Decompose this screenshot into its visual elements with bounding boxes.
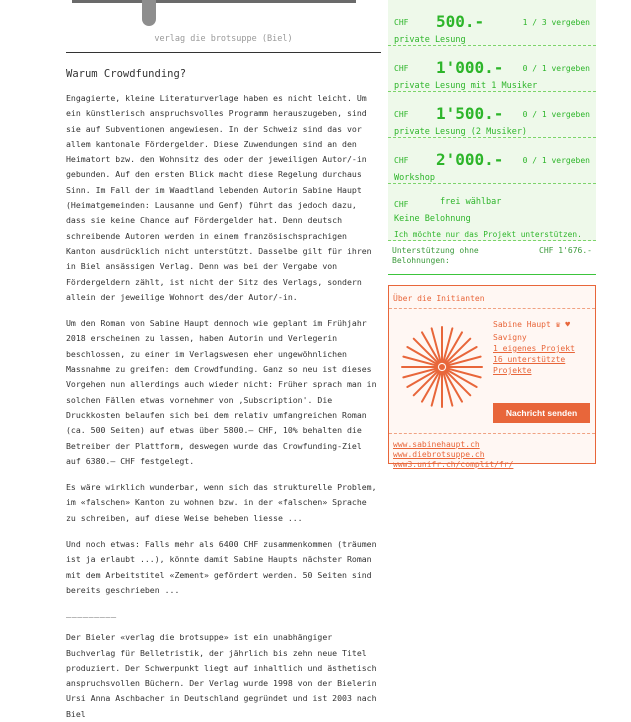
project-image: [66, 0, 381, 30]
initiators-box: [388, 285, 596, 469]
tier-currency: CHF: [394, 64, 409, 73]
article-column: [66, 0, 381, 722]
image-caption: verlag die brotsuppe (Biel): [154, 34, 293, 44]
divider: [389, 433, 595, 434]
article-paragraph: Engagierte, kleine Literaturverlage haben es nicht leicht. Um ein künstlerisch anspruchsvolles Programm herauszugeben, sind sie auf Subventionen angewiesen. In der Schweiz sind das vor allem kantonale Fördergelder. Diese Zuwendungen sind an den Heimatort bzw. den Wohnsitz des oder der jeweiligen Autor/-in gebunden. Auf den ersten Blick macht diese Regelung durchaus Sinn. Im Fall der im Waadtland lebenden Autorin Sabine Haupt (Heimatgemeinden: Lausanne und Genf) führt das jedoch dazu, dass sie keine Chance auf Fördergelder hat. Denn deutsch schreibende Autoren werden in einem französischsprachigen Kanton ausdrücklich nicht unterstützt. Dasselbe gilt für ihren in Biel ansässigen Verlag. Denn was bei der Vergabe von Fördergeldern zählt, ist nicht der Sitz des Verlags, sondern allein der jeweilige Wohnort des/der Autor/-in.: [66, 93, 372, 302]
tier-title: private Lesung: [394, 35, 466, 45]
sun-logo-icon: [399, 324, 485, 410]
tier-currency: CHF: [394, 156, 409, 165]
tier-title: private Lesung (2 Musiker): [394, 127, 528, 137]
own-projects-link[interactable]: 1 eigenes Projekt: [493, 344, 575, 353]
initiator-links: [393, 440, 513, 470]
tier-count: 0 / 1 vergeben: [522, 156, 590, 165]
tier-currency: CHF: [394, 18, 409, 27]
tier-currency: CHF: [394, 200, 409, 209]
tier-count: 1 / 3 vergeben: [522, 18, 590, 27]
article-paragraph: Der Bieler «verlag die brotsuppe» ist ein unabhängiger Buchverlag für Belletristik, der jährlich bis zehn neue Titel produziert. Der Schwerpunkt liegt auf inhaltlich und ästhetisch anspruchsvollen Büchern. Der Verlag wurde 1998 von der Bielerin Ursi Anna Aschbacher in Deutschland gegründet und ist 2003 nach Biel: [66, 632, 377, 719]
section-heading: Warum Crowdfunding?: [66, 68, 187, 80]
website-link[interactable]: www3.unifr.ch/complit/fr/: [393, 460, 514, 469]
tier-title: private Lesung mit 1 Musiker: [394, 81, 538, 91]
tier-title: Workshop: [394, 173, 435, 183]
image-detail: [142, 0, 156, 26]
reward-tier[interactable]: [388, 138, 596, 184]
reward-tier[interactable]: [388, 92, 596, 138]
tier-amount: 2'000.-: [436, 150, 504, 169]
sidebar: [388, 0, 596, 469]
article-paragraph: Es wäre wirklich wunderbar, wenn sich das strukturelle Problem, im «falschen» Kanton zu wohnen bzw. in der «falschen» Sprache zu schreiben, auf diese Weise beheben liesse ...: [66, 482, 377, 523]
tier-amount: 500.-: [436, 12, 485, 31]
support-summary: [388, 243, 596, 275]
website-link[interactable]: www.sabinehaupt.ch: [393, 440, 480, 449]
image-frame: [72, 0, 356, 3]
reward-tier[interactable]: [388, 46, 596, 92]
tier-description: Ich möchte nur das Projekt unterstützen.: [394, 230, 582, 239]
crown-icon: ♛: [555, 320, 561, 329]
tier-title: Keine Belohnung: [394, 214, 471, 224]
send-message-button[interactable]: Nachricht senden: [493, 403, 590, 423]
summary-value: CHF 1'676.-: [539, 246, 592, 255]
article-paragraph: Um den Roman von Sabine Haupt dennoch wie geplant im Frühjahr 2018 erscheinen zu lassen, haben Autorin und Verlegerin beschlossen, zu einer im Verlagswesen eher ungewöhnlichen Massnahme zu greifen: dem Crowdfunding. Ganz so neu ist dieses Vorgehen nun allerdings auch wieder nicht: Früher sprach man in solchen Fällen etwas vornehmer von ‚Subscription'. Die Druckkosten belaufen sich bei dem relativ umfangreichen Roman (ca. 500 Seiten) auf etwas über 5800.– CHF, 10% behalten die Betreiber der Plattform, deswegen wurde das Crowfunding-Ziel auf 6380.– CHF festgelegt.: [66, 318, 377, 466]
initiator-name[interactable]: Sabine Haupt: [493, 320, 551, 329]
supported-projects-link[interactable]: 16 unterstützte: [493, 355, 566, 364]
summary-label: Unterstützung ohne Belohnungen:: [392, 246, 479, 265]
article-paragraph: Und noch etwas: Falls mehr als 6400 CHF zusammenkommen (träumen ist ja erlaubt ...), könnte damit Sabine Haupts nächster Roman mit dem Arbeitstitel «Zement» gefördert werden. 50 Seiten sind bereits geschrieben ...: [66, 539, 377, 595]
divider: [66, 52, 381, 53]
reward-tier-free[interactable]: [388, 184, 596, 241]
website-link[interactable]: www.diebrotsuppe.ch: [393, 450, 485, 459]
initiators-heading: Über die Initianten: [389, 286, 595, 309]
tier-count: 0 / 1 vergeben: [522, 110, 590, 119]
initiator-name-row: [493, 320, 570, 329]
tier-currency: CHF: [394, 110, 409, 119]
tier-amount: 1'000.-: [436, 58, 504, 77]
supported-projects-link-2[interactable]: Projekte: [493, 366, 532, 375]
text-separator: _________: [66, 609, 117, 620]
tier-amount: 1'500.-: [436, 104, 504, 123]
tier-amount-free: frei wählbar: [440, 197, 502, 207]
tier-count: 0 / 1 vergeben: [522, 64, 590, 73]
initiator-location: Savigny: [493, 333, 527, 342]
reward-tier[interactable]: [388, 0, 596, 46]
heart-icon: ♥: [565, 320, 571, 329]
